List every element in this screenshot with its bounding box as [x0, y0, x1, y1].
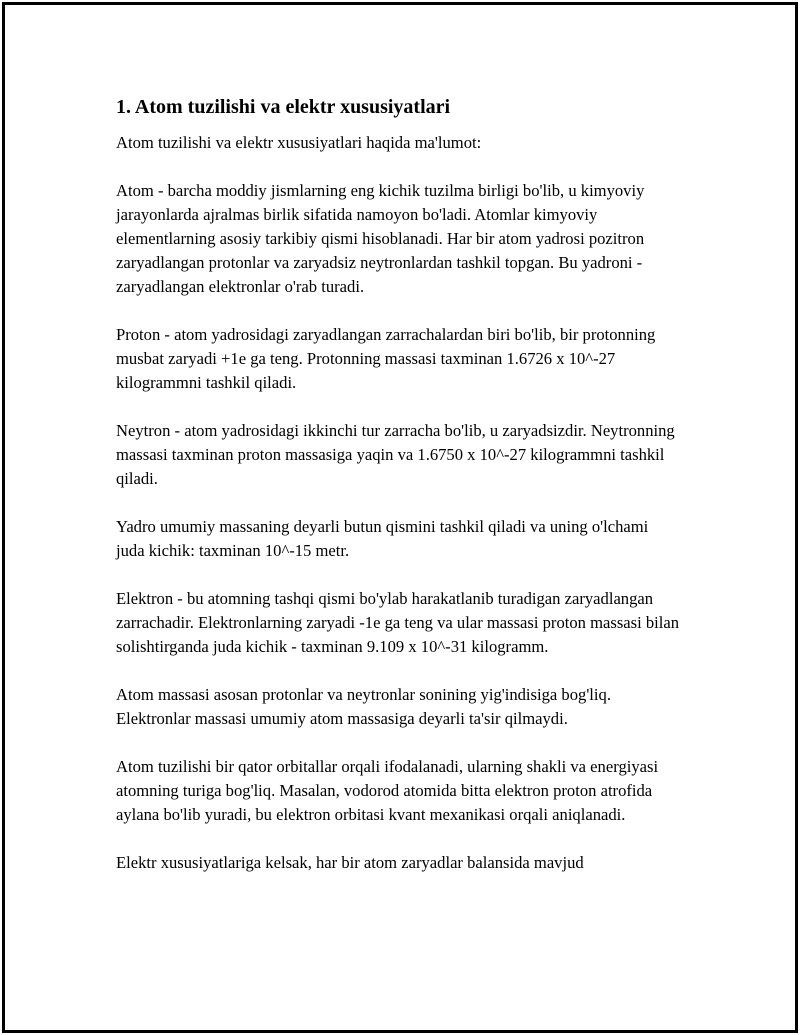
paragraph-orbitals: Atom tuzilishi bir qator orbitallar orqali ifodalanadi, ularning shakli va energiyasi atomning turiga bog'liq. Masalan, vodorod atomida bitta elektron proton atrofida aylana bo'lib yuradi, bu elektron orbitasi kvant mexanikasi orqali aniqlanadi. — [116, 757, 659, 824]
paragraph-electron: Elektron - bu atomning tashqi qismi bo'ylab harakatlanib turadigan zaryadlangan zarrachadir. Elektronlarning zaryadi -1e ga teng va ular massasi proton massasi bilan solishtirganda juda kichik - taxminan 9.109 x 10^-31 kilogramm. — [116, 589, 680, 656]
paragraph-electric-properties: Elektr xususiyatlariga kelsak, har bir atom zaryadlar balansida mavjud — [116, 853, 584, 872]
paragraph-atomic-mass: Atom massasi asosan protonlar va neytronlar sonining yig'indisiga bog'liq. Elektronlar massasi umumiy atom massasiga deyarli ta'sir qilmaydi. — [116, 685, 611, 728]
paragraph-nucleus: Yadro umumiy massaning deyarli butun qismini tashkil qiladi va uning o'lchami juda kichik: taxminan 10^-15 metr. — [116, 517, 649, 560]
document-title: 1. Atom tuzilishi va elektr xususiyatlari — [116, 96, 451, 118]
paragraph-atom: Atom - barcha moddiy jismlarning eng kichik tuzilma birligi bo'lib, u kimyoviy jarayonlarda ajralmas birlik sifatida namoyon bo'ladi. Atomlar kimyoviy elementlarning asosiy tarkibiy qismi hisoblanadi. Har bir atom yadrosi pozitron zaryadlangan protonlar va zaryadsiz neytronlardan tashkil topgan. Bu yadroni - zaryadlangan elektronlar o'rab turadi. — [116, 181, 645, 296]
paragraph-intro: Atom tuzilishi va elektr xususiyatlari haqida ma'lumot: — [116, 133, 482, 152]
paragraph-neutron: Neytron - atom yadrosidagi ikkinchi tur zarracha bo'lib, u zaryadsizdir. Neytronning massasi taxminan proton massasiga yaqin va 1.6750 x 10^-27 kilogrammni tashkil qiladi. — [116, 421, 675, 488]
paragraph-proton: Proton - atom yadrosidagi zaryadlangan zarrachalardan biri bo'lib, bir protonning musbat zaryadi +1e ga teng. Protonning massasi taxminan 1.6726 x 10^-27 kilogrammni tashkil qiladi. — [116, 325, 656, 392]
document-body — [116, 94, 680, 899]
